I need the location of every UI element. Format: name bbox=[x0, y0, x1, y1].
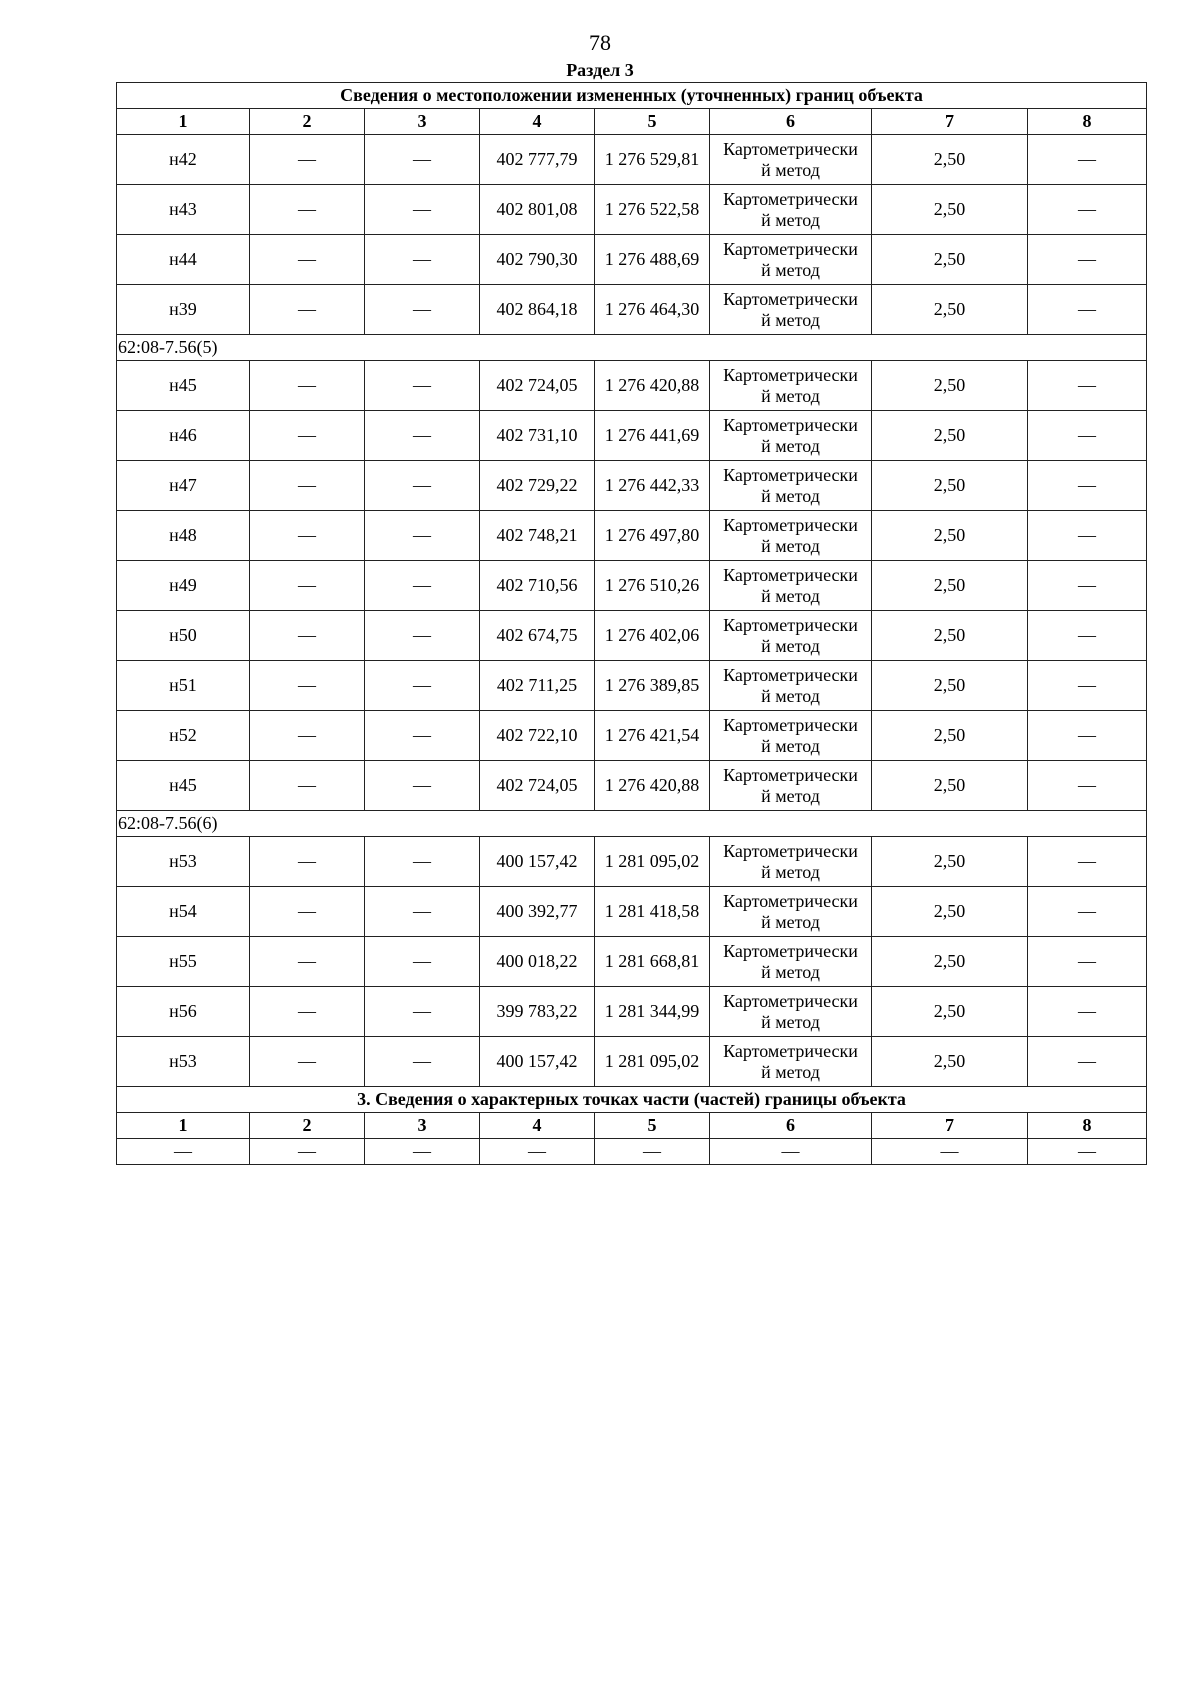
table-row bbox=[117, 235, 1147, 285]
group-label-row bbox=[117, 811, 1147, 837]
coord-x: 402 674,75 bbox=[480, 611, 595, 661]
coord-y: 1 276 464,30 bbox=[595, 285, 710, 335]
coord-y: 1 276 442,33 bbox=[595, 461, 710, 511]
column-number: 6 bbox=[710, 109, 872, 135]
method-line: Картометрически bbox=[723, 238, 858, 259]
method-line: й метод bbox=[761, 961, 820, 982]
method-line: Картометрически bbox=[723, 664, 858, 685]
empty-dash: — bbox=[872, 1139, 1028, 1165]
empty-dash: — bbox=[1028, 761, 1147, 811]
empty-dash: — bbox=[1028, 987, 1147, 1037]
empty-dash: — bbox=[250, 887, 365, 937]
accuracy: 2,50 bbox=[872, 561, 1028, 611]
method-line: й метод bbox=[761, 535, 820, 556]
accuracy: 2,50 bbox=[872, 185, 1028, 235]
point-name: н54 bbox=[117, 887, 250, 937]
column-number: 7 bbox=[872, 109, 1028, 135]
empty-dash: — bbox=[250, 185, 365, 235]
coord-y: 1 276 522,58 bbox=[595, 185, 710, 235]
accuracy: 2,50 bbox=[872, 411, 1028, 461]
method-line: й метод bbox=[761, 159, 820, 180]
accuracy: 2,50 bbox=[872, 611, 1028, 661]
method-line: й метод bbox=[761, 785, 820, 806]
point-name: н45 bbox=[117, 761, 250, 811]
empty-dash: — bbox=[250, 361, 365, 411]
coord-x: 402 724,05 bbox=[480, 761, 595, 811]
method-line: Картометрически bbox=[723, 138, 858, 159]
empty-dash: — bbox=[595, 1139, 710, 1165]
column-number: 8 bbox=[1028, 109, 1147, 135]
method-cell bbox=[710, 1037, 872, 1087]
method-cell bbox=[710, 887, 872, 937]
boundary-table bbox=[116, 82, 1147, 1165]
column-number: 5 bbox=[595, 109, 710, 135]
table-row bbox=[117, 937, 1147, 987]
table-row bbox=[117, 837, 1147, 887]
empty-dash: — bbox=[117, 1139, 250, 1165]
column-number: 3 bbox=[365, 109, 480, 135]
accuracy: 2,50 bbox=[872, 937, 1028, 987]
column-number: 2 bbox=[250, 109, 365, 135]
empty-dash: — bbox=[250, 411, 365, 461]
method-cell bbox=[710, 987, 872, 1037]
empty-dash: — bbox=[365, 887, 480, 937]
empty-dash: — bbox=[1028, 185, 1147, 235]
table-row bbox=[117, 185, 1147, 235]
empty-dash: — bbox=[365, 1139, 480, 1165]
method-cell bbox=[710, 235, 872, 285]
method-cell bbox=[710, 661, 872, 711]
empty-dash: — bbox=[1028, 461, 1147, 511]
accuracy: 2,50 bbox=[872, 235, 1028, 285]
accuracy: 2,50 bbox=[872, 661, 1028, 711]
method-cell bbox=[710, 185, 872, 235]
empty-dash: — bbox=[365, 461, 480, 511]
table-row bbox=[117, 511, 1147, 561]
column-number-row bbox=[117, 109, 1147, 135]
method-line: Картометрически bbox=[723, 364, 858, 385]
method-line: Картометрически bbox=[723, 890, 858, 911]
method-line: Картометрически bbox=[723, 1040, 858, 1061]
table-row bbox=[117, 1037, 1147, 1087]
group-label-row bbox=[117, 335, 1147, 361]
column-number: 4 bbox=[480, 109, 595, 135]
method-cell bbox=[710, 411, 872, 461]
empty-dash: — bbox=[1028, 361, 1147, 411]
empty-dash: — bbox=[250, 837, 365, 887]
coord-x: 402 710,56 bbox=[480, 561, 595, 611]
coord-y: 1 276 497,80 bbox=[595, 511, 710, 561]
point-name: н53 bbox=[117, 837, 250, 887]
coord-y: 1 276 402,06 bbox=[595, 611, 710, 661]
coord-y: 1 276 441,69 bbox=[595, 411, 710, 461]
group-label: 62:08-7.56(6) bbox=[117, 811, 1147, 837]
point-name: н50 bbox=[117, 611, 250, 661]
empty-dash: — bbox=[250, 1139, 365, 1165]
table-row bbox=[117, 611, 1147, 661]
empty-dash: — bbox=[365, 135, 480, 185]
method-cell bbox=[710, 937, 872, 987]
method-line: Картометрически bbox=[723, 564, 858, 585]
column-number: 6 bbox=[710, 1113, 872, 1139]
method-cell bbox=[710, 761, 872, 811]
empty-dash: — bbox=[250, 711, 365, 761]
table-row bbox=[117, 461, 1147, 511]
empty-dash: — bbox=[250, 285, 365, 335]
coord-x: 402 722,10 bbox=[480, 711, 595, 761]
accuracy: 2,50 bbox=[872, 361, 1028, 411]
table-row bbox=[117, 561, 1147, 611]
point-name: н44 bbox=[117, 235, 250, 285]
empty-dash: — bbox=[1028, 1037, 1147, 1087]
method-line: й метод bbox=[761, 309, 820, 330]
method-line: й метод bbox=[761, 685, 820, 706]
coord-x: 402 748,21 bbox=[480, 511, 595, 561]
point-name: н49 bbox=[117, 561, 250, 611]
method-line: й метод bbox=[761, 585, 820, 606]
empty-dash: — bbox=[250, 135, 365, 185]
accuracy: 2,50 bbox=[872, 1037, 1028, 1087]
section-label: Раздел 3 bbox=[566, 60, 634, 80]
parts-empty-row bbox=[117, 1139, 1147, 1165]
empty-dash: — bbox=[250, 611, 365, 661]
method-line: й метод bbox=[761, 385, 820, 406]
coord-y: 1 281 668,81 bbox=[595, 937, 710, 987]
parts-title-row bbox=[117, 1087, 1147, 1113]
coord-x: 402 711,25 bbox=[480, 661, 595, 711]
accuracy: 2,50 bbox=[872, 135, 1028, 185]
empty-dash: — bbox=[365, 185, 480, 235]
empty-dash: — bbox=[365, 761, 480, 811]
group-label: 62:08-7.56(5) bbox=[117, 335, 1147, 361]
empty-dash: — bbox=[365, 1037, 480, 1087]
coord-y: 1 276 529,81 bbox=[595, 135, 710, 185]
method-line: й метод bbox=[761, 911, 820, 932]
method-line: й метод bbox=[761, 1061, 820, 1082]
coord-y: 1 276 389,85 bbox=[595, 661, 710, 711]
method-line: й метод bbox=[761, 485, 820, 506]
column-number: 7 bbox=[872, 1113, 1028, 1139]
coord-y: 1 276 510,26 bbox=[595, 561, 710, 611]
point-name: н47 bbox=[117, 461, 250, 511]
point-name: н43 bbox=[117, 185, 250, 235]
method-line: й метод bbox=[761, 435, 820, 456]
empty-dash: — bbox=[250, 661, 365, 711]
point-name: н56 bbox=[117, 987, 250, 1037]
empty-dash: — bbox=[1028, 661, 1147, 711]
point-name: н53 bbox=[117, 1037, 250, 1087]
empty-dash: — bbox=[250, 461, 365, 511]
coord-x: 402 790,30 bbox=[480, 235, 595, 285]
parts-title: 3. Сведения о характерных точках части (частей) границы объекта bbox=[117, 1087, 1147, 1113]
coord-y: 1 281 344,99 bbox=[595, 987, 710, 1037]
table-title: Сведения о местоположении измененных (уточненных) границ объекта bbox=[117, 83, 1147, 109]
empty-dash: — bbox=[1028, 887, 1147, 937]
column-number: 3 bbox=[365, 1113, 480, 1139]
table-row bbox=[117, 285, 1147, 335]
coord-x: 399 783,22 bbox=[480, 987, 595, 1037]
empty-dash: — bbox=[365, 711, 480, 761]
coord-y: 1 281 095,02 bbox=[595, 837, 710, 887]
method-cell bbox=[710, 711, 872, 761]
accuracy: 2,50 bbox=[872, 461, 1028, 511]
accuracy: 2,50 bbox=[872, 987, 1028, 1037]
point-name: н42 bbox=[117, 135, 250, 185]
column-number: 1 bbox=[117, 1113, 250, 1139]
method-line: Картометрически bbox=[723, 940, 858, 961]
coord-y: 1 276 420,88 bbox=[595, 761, 710, 811]
method-cell bbox=[710, 511, 872, 561]
empty-dash: — bbox=[365, 611, 480, 661]
column-number: 2 bbox=[250, 1113, 365, 1139]
method-line: й метод bbox=[761, 635, 820, 656]
empty-dash: — bbox=[365, 361, 480, 411]
table-row bbox=[117, 887, 1147, 937]
table-row bbox=[117, 361, 1147, 411]
point-name: н52 bbox=[117, 711, 250, 761]
coord-x: 402 731,10 bbox=[480, 411, 595, 461]
empty-dash: — bbox=[1028, 411, 1147, 461]
empty-dash: — bbox=[250, 761, 365, 811]
empty-dash: — bbox=[250, 511, 365, 561]
empty-dash: — bbox=[480, 1139, 595, 1165]
table-row bbox=[117, 661, 1147, 711]
accuracy: 2,50 bbox=[872, 887, 1028, 937]
empty-dash: — bbox=[1028, 937, 1147, 987]
method-cell bbox=[710, 561, 872, 611]
empty-dash: — bbox=[1028, 135, 1147, 185]
empty-dash: — bbox=[1028, 285, 1147, 335]
method-cell bbox=[710, 135, 872, 185]
coord-x: 402 864,18 bbox=[480, 285, 595, 335]
coord-x: 402 801,08 bbox=[480, 185, 595, 235]
point-name: н46 bbox=[117, 411, 250, 461]
empty-dash: — bbox=[250, 1037, 365, 1087]
empty-dash: — bbox=[1028, 511, 1147, 561]
accuracy: 2,50 bbox=[872, 285, 1028, 335]
coord-x: 402 724,05 bbox=[480, 361, 595, 411]
point-name: н39 bbox=[117, 285, 250, 335]
method-line: й метод bbox=[761, 1011, 820, 1032]
empty-dash: — bbox=[1028, 837, 1147, 887]
point-name: н48 bbox=[117, 511, 250, 561]
empty-dash: — bbox=[250, 235, 365, 285]
method-line: Картометрически bbox=[723, 614, 858, 635]
method-cell bbox=[710, 837, 872, 887]
empty-dash: — bbox=[1028, 235, 1147, 285]
empty-dash: — bbox=[365, 661, 480, 711]
table-row bbox=[117, 987, 1147, 1037]
method-line: Картометрически bbox=[723, 414, 858, 435]
method-line: й метод bbox=[761, 259, 820, 280]
empty-dash: — bbox=[250, 937, 365, 987]
coord-y: 1 281 418,58 bbox=[595, 887, 710, 937]
method-cell bbox=[710, 611, 872, 661]
method-line: Картометрически bbox=[723, 514, 858, 535]
coord-y: 1 276 488,69 bbox=[595, 235, 710, 285]
method-cell bbox=[710, 285, 872, 335]
empty-dash: — bbox=[365, 837, 480, 887]
accuracy: 2,50 bbox=[872, 761, 1028, 811]
method-line: Картометрически bbox=[723, 764, 858, 785]
method-line: Картометрически bbox=[723, 288, 858, 309]
empty-dash: — bbox=[1028, 711, 1147, 761]
empty-dash: — bbox=[365, 511, 480, 561]
method-line: Картометрически bbox=[723, 714, 858, 735]
coord-x: 400 018,22 bbox=[480, 937, 595, 987]
empty-dash: — bbox=[365, 285, 480, 335]
empty-dash: — bbox=[1028, 1139, 1147, 1165]
column-number: 1 bbox=[117, 109, 250, 135]
empty-dash: — bbox=[250, 561, 365, 611]
accuracy: 2,50 bbox=[872, 837, 1028, 887]
page-number: 78 bbox=[589, 30, 611, 55]
empty-dash: — bbox=[365, 937, 480, 987]
empty-dash: — bbox=[365, 235, 480, 285]
point-name: н51 bbox=[117, 661, 250, 711]
empty-dash: — bbox=[365, 987, 480, 1037]
table-row bbox=[117, 135, 1147, 185]
method-line: Картометрически bbox=[723, 840, 858, 861]
parts-column-number-row bbox=[117, 1113, 1147, 1139]
point-name: н45 bbox=[117, 361, 250, 411]
column-number: 8 bbox=[1028, 1113, 1147, 1139]
method-line: Картометрически bbox=[723, 188, 858, 209]
method-line: Картометрически bbox=[723, 990, 858, 1011]
method-cell bbox=[710, 361, 872, 411]
coord-y: 1 276 421,54 bbox=[595, 711, 710, 761]
table-row bbox=[117, 711, 1147, 761]
column-number: 5 bbox=[595, 1113, 710, 1139]
method-cell bbox=[710, 461, 872, 511]
table-body bbox=[117, 83, 1147, 1165]
empty-dash: — bbox=[1028, 561, 1147, 611]
column-number: 4 bbox=[480, 1113, 595, 1139]
method-line: й метод bbox=[761, 735, 820, 756]
coord-y: 1 281 095,02 bbox=[595, 1037, 710, 1087]
empty-dash: — bbox=[250, 987, 365, 1037]
empty-dash: — bbox=[1028, 611, 1147, 661]
coord-x: 400 392,77 bbox=[480, 887, 595, 937]
method-line: Картометрически bbox=[723, 464, 858, 485]
coord-x: 402 777,79 bbox=[480, 135, 595, 185]
point-name: н55 bbox=[117, 937, 250, 987]
table-row bbox=[117, 411, 1147, 461]
table-title-row bbox=[117, 83, 1147, 109]
coord-x: 400 157,42 bbox=[480, 837, 595, 887]
coord-x: 400 157,42 bbox=[480, 1037, 595, 1087]
empty-dash: — bbox=[710, 1139, 872, 1165]
coord-x: 402 729,22 bbox=[480, 461, 595, 511]
accuracy: 2,50 bbox=[872, 711, 1028, 761]
table-row bbox=[117, 761, 1147, 811]
method-line: й метод bbox=[761, 861, 820, 882]
accuracy: 2,50 bbox=[872, 511, 1028, 561]
empty-dash: — bbox=[365, 411, 480, 461]
method-line: й метод bbox=[761, 209, 820, 230]
coord-y: 1 276 420,88 bbox=[595, 361, 710, 411]
empty-dash: — bbox=[365, 561, 480, 611]
